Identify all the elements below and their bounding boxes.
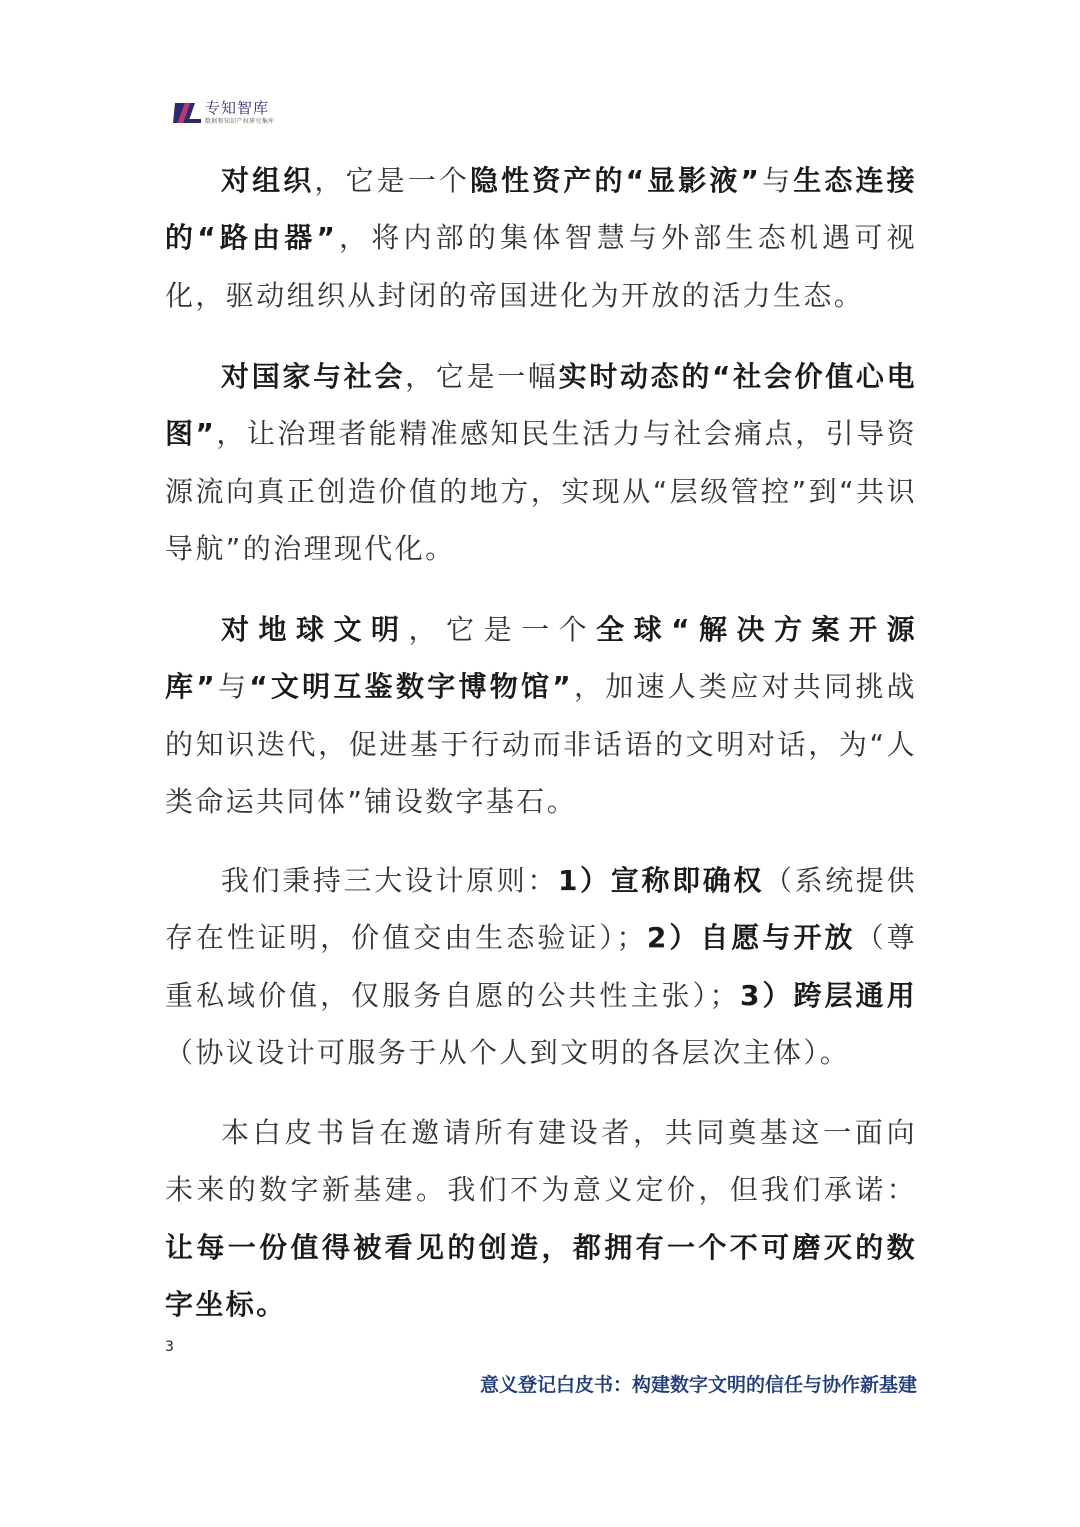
footer-document-title: 意义登记白皮书：构建数字文明的信任与协作新基建 [479,1374,917,1396]
paragraph-organization [165,152,917,324]
body-text-segment: ，加速人类应对共同挑战的知识迭代，促进基于行动而非话语的文明对话，为“人类命运共同体”铺设数字基石。 [165,670,917,818]
body-text-segment: ，让治理者能精准感知民生活力与社会痛点，引导资源流向真正创造价值的地方，实现从“层级管控”到“共识导航”的治理现代化。 [165,417,918,565]
logo-text [205,101,274,125]
body-text-segment: （尊重私域价值，仅服务自愿的公共性主张）； [165,921,917,1012]
body-text-segment: ，它是一个 [408,613,597,646]
body-text-segment: 与 [217,670,250,704]
emphasis-text: 2）自愿与开放 [646,921,856,955]
logo-tagline: 数据和知识产权研究集库 [205,118,275,125]
paragraph-nation-society [165,348,917,577]
brand-logo [173,96,274,130]
emphasis-text: 对地球文明 [221,613,409,646]
paragraph-design-principles [165,852,917,1081]
body-text-segment: ，它是一幅 [405,360,559,393]
body-text-segment: （协议设计可服务于从个人到文明的各层次主体）。 [165,1035,851,1069]
emphasis-text: 让每一份值得被看见的创造，都拥有一个不可磨灭的数字坐标。 [165,1230,917,1321]
body-text-segment: （系统提供存在性证明，价值交由生态验证）； [165,864,917,955]
emphasis-text: 对国家与社会 [221,360,406,393]
page-number: 3 [165,1339,174,1355]
emphasis-text: 生态连接的“路由器” [165,164,918,255]
zl-logo-icon [173,100,201,126]
body-text-segment: ，将内部的集体智慧与外部生态机遇可视化，驱动组织从封闭的帝国进化为开放的活力生态。 [165,221,917,312]
emphasis-text: 3）跨层通用 [739,978,917,1012]
logo-name: 专知智库 [205,99,270,117]
paragraph-invitation [165,1104,917,1333]
emphasis-text: 隐性资产的“显影液” [470,164,762,197]
emphasis-text: 对组织 [221,164,315,197]
body-text-segment: 本白皮书旨在邀请所有建设者，共同奠基这一面向未来的数字新基建。我们不为意义定价，但我们承诺： [165,1116,917,1207]
emphasis-text: 实时动态的“社会价值心电图” [165,360,917,451]
body-text-segment: 我们秉持三大设计原则： [221,864,559,897]
emphasis-text: “文明互鉴数字博物馆” [249,670,574,704]
paragraph-earth-civilization [165,601,917,830]
emphasis-text: 1）宣称即确权 [558,864,765,897]
body-text-segment: ，它是一个 [314,164,471,197]
emphasis-text: 全球“解决方案开源库” [165,613,917,704]
body-text-segment: 与 [761,164,794,197]
